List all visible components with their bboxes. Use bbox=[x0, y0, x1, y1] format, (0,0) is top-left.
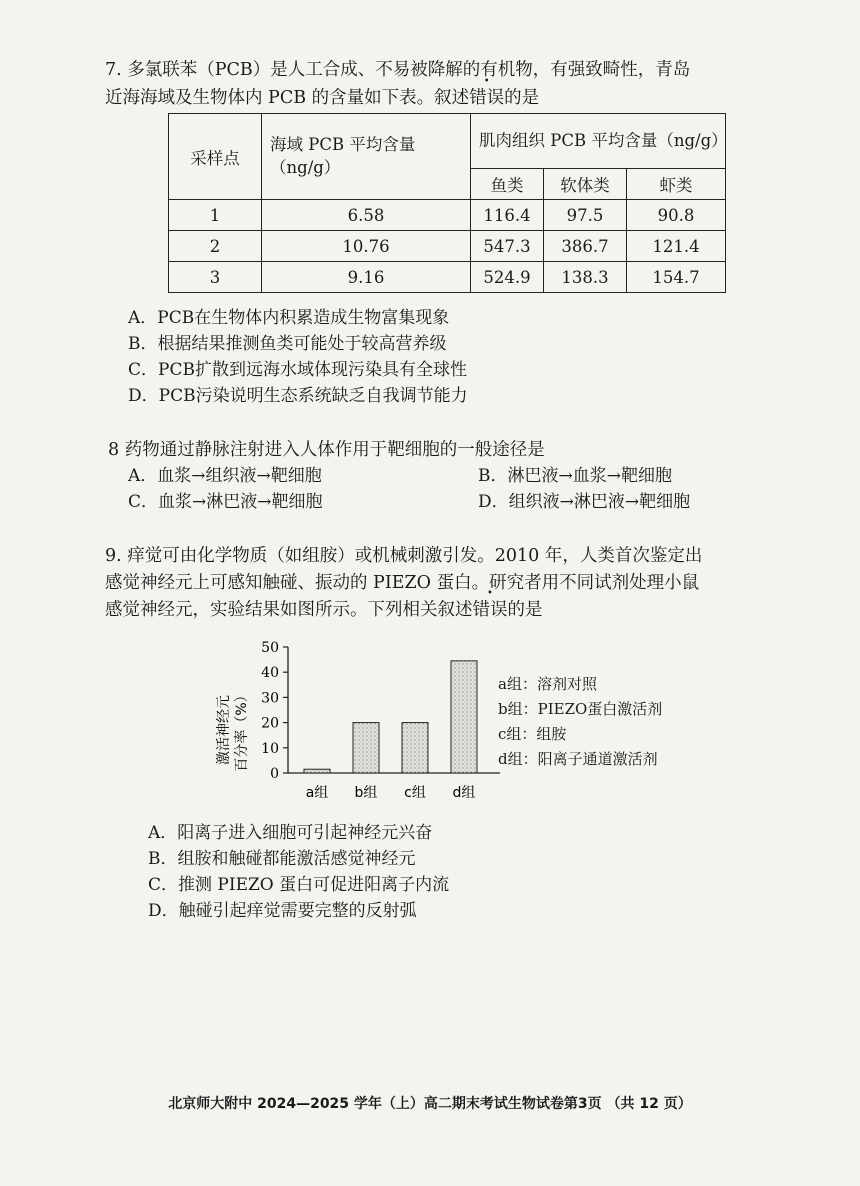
q8-option-d: D．组织液→淋巴液→靶细胞 bbox=[478, 492, 691, 512]
subheader-fish: 鱼类 bbox=[471, 169, 544, 200]
table-cell: 524.9 bbox=[471, 262, 544, 293]
q7-stem-line2 bbox=[105, 88, 539, 109]
table-cell: 2 bbox=[169, 231, 262, 262]
y-tick-label: 50 bbox=[261, 640, 279, 656]
table-row bbox=[169, 200, 726, 231]
q7-stem-pre: 近海海域及生物体内 PCB 的含量如下表。叙述 bbox=[105, 88, 470, 108]
q7-option-d: D．PCB污染说明生态系统缺乏自我调节能力 bbox=[128, 386, 468, 406]
x-tick-label: b组 bbox=[354, 785, 378, 801]
q9-emphasis: 错误 bbox=[472, 600, 508, 620]
q9-option-c: C．推测 PIEZO 蛋白可促进阳离子内流 bbox=[148, 875, 450, 895]
chart-legend bbox=[498, 672, 662, 772]
q7-option-b: B．根据结果推测鱼类可能处于较高营养级 bbox=[128, 334, 447, 354]
table-cell: 154.7 bbox=[627, 262, 726, 293]
q8-stem: 8 药物通过静脉注射进入人体作用于靶细胞的一般途径是 bbox=[108, 440, 545, 460]
q9-stem-line2: 感觉神经元上可感知触碰、振动的 PIEZO 蛋白。研究者用不同试剂处理小鼠 bbox=[105, 573, 700, 593]
table-cell: 3 bbox=[169, 262, 262, 293]
q7-option-c: C．PCB扩散到远海水域体现污染具有全球性 bbox=[128, 360, 467, 380]
q9-option-a: A．阳离子进入细胞可引起神经元兴奋 bbox=[148, 823, 433, 843]
q7-option-a: A．PCB在生物体内积累造成生物富集现象 bbox=[128, 308, 450, 328]
table-cell: 90.8 bbox=[627, 200, 726, 231]
y-axis-label-line2: 百分率（%） bbox=[234, 688, 250, 772]
pcb-table bbox=[168, 113, 726, 293]
bar-0 bbox=[304, 769, 330, 773]
legend-d: d组：阳离子通道激活剂 bbox=[498, 750, 658, 768]
header-sea: 海域 PCB 平均含量（ng/g） bbox=[262, 114, 471, 200]
q7-emphasis: 错误 bbox=[469, 88, 505, 108]
bar-3 bbox=[451, 661, 477, 773]
table-cell: 10.76 bbox=[262, 231, 471, 262]
bar-1 bbox=[353, 723, 379, 773]
q8-option-c: C．血浆→淋巴液→靶细胞 bbox=[128, 492, 323, 512]
x-tick-label: c组 bbox=[404, 785, 426, 801]
table-cell: 116.4 bbox=[471, 200, 544, 231]
table-cell: 9.16 bbox=[262, 262, 471, 293]
x-tick-label: d组 bbox=[452, 785, 476, 801]
table-cell: 547.3 bbox=[471, 231, 544, 262]
table-cell: 121.4 bbox=[627, 231, 726, 262]
subheader-shrimp: 虾类 bbox=[627, 169, 726, 200]
table-cell: 97.5 bbox=[544, 200, 627, 231]
header-muscle: 肌肉组织 PCB 平均含量（ng/g） bbox=[471, 114, 726, 169]
q7-stem-line1: 7. 多氯联苯（PCB）是人工合成、不易被降解的有机物，有强致畸性，青岛 bbox=[105, 60, 691, 80]
bar-2 bbox=[402, 723, 428, 773]
q7-stem-post: 的是 bbox=[504, 88, 540, 108]
q9-option-d: D．触碰引起痒觉需要完整的反射弧 bbox=[148, 901, 417, 921]
legend-a: a组：溶剂对照 bbox=[498, 675, 597, 693]
legend-b: b组：PIEZO蛋白激活剂 bbox=[498, 700, 663, 718]
q9-stem-post: 的是 bbox=[507, 600, 543, 620]
page-footer: 北京师大附中 2024—2025 学年（上）高二期末考试生物试卷第3页 （共 12 页） bbox=[168, 1096, 692, 1112]
table-row bbox=[169, 231, 726, 262]
q9-option-b: B．组胺和触碰都能激活感觉神经元 bbox=[148, 849, 416, 869]
q8-option-a: A．血浆→组织液→靶细胞 bbox=[128, 466, 322, 486]
q8-option-b: B．淋巴液→血浆→靶细胞 bbox=[478, 466, 672, 486]
table-cell: 386.7 bbox=[544, 231, 627, 262]
table-row bbox=[169, 262, 726, 293]
y-tick-label: 0 bbox=[270, 766, 279, 782]
y-tick-label: 40 bbox=[261, 665, 279, 682]
header-site: 采样点 bbox=[169, 114, 262, 200]
y-tick-label: 10 bbox=[261, 740, 279, 757]
subheader-mollusk: 软体类 bbox=[544, 169, 627, 200]
q9-stem-line1: 9. 痒觉可由化学物质（如组胺）或机械刺激引发。2010 年，人类首次鉴定出 bbox=[105, 546, 703, 566]
legend-c: c组：组胺 bbox=[498, 725, 567, 743]
table-cell: 1 bbox=[169, 200, 262, 231]
y-tick-label: 30 bbox=[261, 690, 279, 707]
q9-stem-pre: 感觉神经元，实验结果如图所示。下列相关叙述 bbox=[105, 600, 473, 620]
q9-stem-line3 bbox=[105, 600, 543, 621]
table-cell: 138.3 bbox=[544, 262, 627, 293]
y-tick-label: 20 bbox=[261, 715, 279, 732]
y-axis-label-line1: 激活神经元 bbox=[216, 695, 232, 765]
x-tick-label: a组 bbox=[305, 785, 329, 801]
table-cell: 6.58 bbox=[262, 200, 471, 231]
